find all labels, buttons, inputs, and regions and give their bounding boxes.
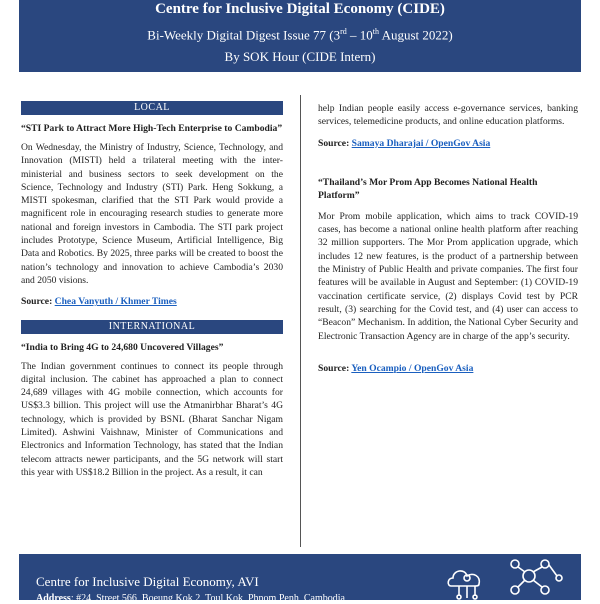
article-india-4g-headline: “India to Bring 4G to 24,680 Uncovered Villages”	[21, 341, 224, 353]
source-link-opengov-samaya[interactable]: Samaya Dharajai / OpenGov Asia	[351, 137, 491, 149]
cloud-network-logo-icon	[448, 571, 479, 599]
article-mor-prom-headline: “Thailand’s Mor Prom App Becomes National Health Platform”	[318, 176, 538, 201]
network-nodes-logo-icon	[511, 560, 562, 594]
right-column	[318, 102, 578, 375]
column-divider	[300, 95, 301, 547]
header-subtitle: Bi-Weekly Digital Digest Issue 77 (3rd – 10th August 2022)	[147, 27, 453, 43]
cide-logo	[447, 556, 577, 600]
digest-footer	[19, 554, 581, 604]
article-sti-park-body: On Wednesday, the Ministry of Industry, Science, Technology, and Innovation (MISTI) held a trilateral meeting with the inter-ministerial and business sectors to seek development on the Science, Technology and Industry (STI) Park. Heng Sokkung, a MISTI spokesman, clarified that the STI Park would provide a magnificent role in encouraging research studies to generate more national and foreign investors in Cambodia. The STI park project includes Prototype, Science Museum, Artificial Intelligence, Big Data and Robotics. By 2025, three parks will be created to boost the nation’s technology and innovation to achieve Cambodia’s 2030 and 2050 visions.	[21, 142, 283, 286]
header-title: Centre for Inclusive Digital Economy (CIDE)	[155, 1, 445, 17]
digest-header	[19, 0, 581, 72]
source-link-opengov-yen[interactable]: Yen Ocampio / OpenGov Asia	[351, 362, 474, 374]
article-india-4g-source: Source: Samaya Dharajai / OpenGov Asia	[318, 137, 491, 149]
source-link-khmer-times[interactable]: Chea Vanyuth / Khmer Times	[54, 296, 177, 308]
article-india-4g-continued: help Indian people easily access e-governance services, banking services, telemedicine products, and online education platforms.	[318, 103, 578, 128]
left-column	[21, 101, 283, 479]
article-mor-prom-body: Mor Prom mobile application, which aims to track COVID-19 cases, has become a national online health platform after reaching 32 million supporters. The Mor Prom application upgrade, which includes 12 new features, is the product of a partnership between the Ministry of Public Health and private companies. The first four features will be available in August and September: (1) COVID-19 vaccination certificate service, (2) displays Covid test by PCR result, (3) searching for the Covid test, and (4) user can access to “Beacon” Mechanism. In addition, the National Cyber Security and Electronic Transaction Agency are in charge of the app’s security.	[318, 210, 578, 342]
article-sti-park-headline: “STI Park to Attract More High-Tech Enterprise to Cambodia”	[21, 123, 283, 134]
article-mor-prom-source: Source: Yen Ocampio / OpenGov Asia	[318, 362, 474, 374]
article-india-4g-body: The Indian government continues to connect its people through digital inclusion. The cabinet has approached a plan to connect 24,689 villages with 4G mobile connection, which accounts for US$3.3 billion. This project will use the Atmanirbhar Bharat’s 4G technology, which is provided by BSNL (Bharat Sanchar Nigam Limited). Ashwini Vaishnaw, Minister of Communications and Electronics and Information Technology, has stated that the Indian telecom attracts newer participants, and the 5G network will start this year with US$18.2 Billion in the project. As a result, it can	[21, 360, 283, 478]
local-section-band: LOCAL	[21, 101, 283, 115]
international-section-band: INTERNATIONAL	[21, 320, 283, 334]
article-sti-park-source: Source: Chea Vanyuth / Khmer Times	[21, 296, 177, 308]
footer-org-name: Centre for Inclusive Digital Economy, AVI	[36, 574, 259, 589]
header-author: By SOK Hour (CIDE Intern)	[224, 49, 376, 64]
footer-address: Address: #24, Street 566, Boeung Kok 2, Toul Kok, Phnom Penh, Cambodia	[36, 593, 345, 604]
